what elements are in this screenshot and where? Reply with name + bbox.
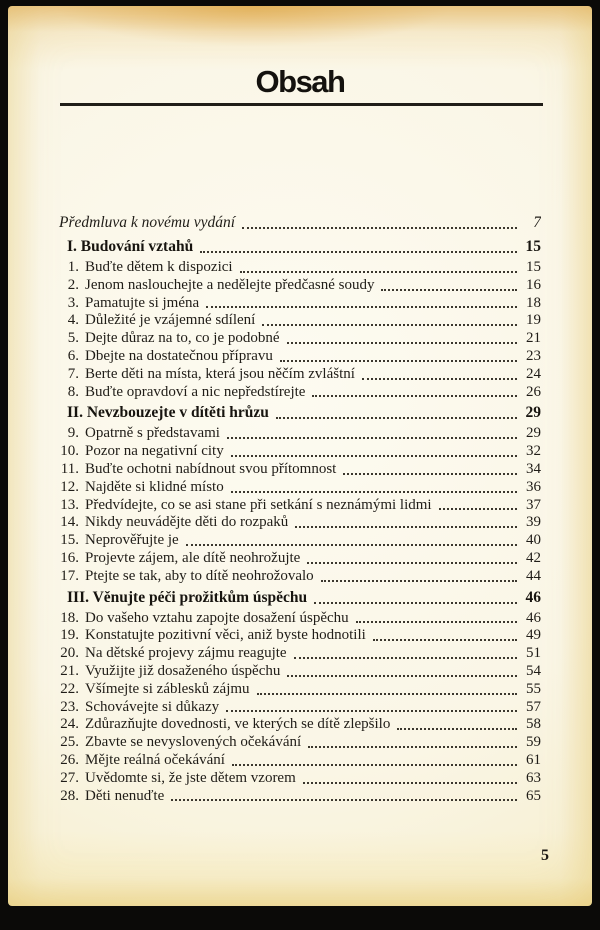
entry-label: Berte děti na místa, která jsou něčím zvláštní: [85, 365, 355, 382]
dot-leader: [397, 728, 517, 730]
entry-number: 28.: [60, 787, 79, 804]
entry-page: 51: [526, 645, 541, 662]
page-number: 5: [541, 847, 549, 864]
entry-label: Dejte důraz na to, co je podobné: [85, 330, 280, 347]
entry-label: Buďte opravdoví a nic nepředstírejte: [85, 383, 306, 400]
entry-label: Zdůrazňujte dovednosti, ve kterých se dítě zlepšilo: [85, 716, 391, 733]
entry-label: Uvědomte si, že jste dětem vzorem: [85, 769, 296, 786]
dot-leader: [303, 782, 517, 784]
toc-entry: [57, 681, 541, 699]
entry-page: 29: [525, 404, 541, 422]
entry-label: Děti nenuďte: [85, 787, 165, 804]
entry-number: 27.: [60, 769, 79, 786]
entry-page: 37: [526, 496, 541, 513]
dot-leader: [362, 378, 517, 380]
toc-entry: [57, 514, 541, 532]
entry-page: 46: [525, 588, 541, 606]
entry-number: 20.: [60, 645, 79, 662]
entry-page: 59: [526, 734, 541, 751]
entry-page: 44: [526, 567, 541, 584]
toc-entry: [57, 366, 541, 384]
entry-page: 39: [526, 514, 541, 531]
entry-page: 49: [526, 627, 541, 644]
toc-entry: [57, 588, 541, 608]
toc-entry: [57, 663, 541, 681]
dot-leader: [439, 508, 517, 510]
entry-page: 55: [526, 680, 541, 697]
dot-leader: [262, 324, 517, 326]
toc-entry: [57, 497, 541, 515]
entry-label: Konstatujte pozitivní věci, aniž byste hodnotili: [85, 627, 366, 644]
entry-label: Buďte ochotni nabídnout svou přítomnost: [85, 460, 337, 477]
entry-number: 6.: [67, 347, 79, 364]
entry-page: 54: [526, 662, 541, 679]
entry-page: 61: [526, 751, 541, 768]
entry-number: 16.: [60, 549, 79, 566]
entry-number: 19.: [60, 627, 79, 644]
entry-label: Zbavte se nevyslovených očekávání: [85, 734, 302, 751]
entry-label: Opatrně s představami: [85, 425, 220, 442]
entry-page: 15: [526, 259, 541, 275]
dot-leader: [314, 602, 517, 604]
entry-page: 65: [526, 787, 541, 804]
entry-number: 18.: [60, 609, 79, 626]
dot-leader: [276, 417, 517, 419]
entry-number: 7.: [67, 365, 79, 382]
entry-label: Ptejte se tak, aby to dítě neohrožovalo: [85, 567, 314, 584]
entry-label: Projevte zájem, ale dítě neohrožujte: [85, 549, 301, 566]
entry-page: 19: [526, 312, 541, 329]
dot-leader: [186, 544, 517, 546]
dot-leader: [206, 306, 517, 308]
entry-page: 7: [533, 214, 541, 231]
entry-page: 58: [526, 716, 541, 733]
dot-leader: [240, 271, 517, 273]
entry-number: 15.: [60, 532, 79, 549]
entry-number: 10.: [60, 443, 79, 460]
dot-leader: [257, 693, 517, 695]
entry-page: 15: [525, 238, 541, 255]
dot-leader: [227, 437, 517, 439]
entry-label: Nikdy neuvádějte děti do rozpaků: [85, 514, 289, 531]
entry-page: 29: [526, 425, 541, 442]
entry-page: 34: [526, 460, 541, 477]
entry-page: 57: [526, 698, 541, 715]
entry-page: 40: [526, 532, 541, 549]
entry-number: 17.: [60, 567, 79, 584]
dot-leader: [308, 746, 517, 748]
entry-label: III. Věnujte péči prožitkům úspěchu: [67, 588, 308, 606]
entry-page: 16: [526, 276, 541, 293]
entry-page: 42: [526, 549, 541, 566]
dot-leader: [231, 491, 517, 493]
toc-entry: [57, 532, 541, 550]
entry-label: Jenom naslouchejte a nedělejte předčasné soudy: [85, 276, 375, 293]
entry-number: 11.: [60, 460, 79, 477]
entry-label: Dbejte na dostatečnou přípravu: [85, 347, 273, 364]
toc-entry: [57, 770, 541, 788]
dot-leader: [287, 675, 517, 677]
toc-entry: [57, 788, 541, 806]
entry-label: Pamatujte si jména: [85, 294, 200, 311]
dot-leader: [280, 360, 517, 362]
entry-label: II. Nevzbouzejte v dítěti hrůzu: [67, 404, 269, 422]
dot-leader: [373, 639, 517, 641]
entry-number: 3.: [67, 294, 79, 311]
toc-entry: [57, 348, 541, 366]
dot-leader: [381, 289, 517, 291]
entry-page: 18: [526, 294, 541, 311]
toc-entry: [57, 213, 541, 233]
toc-entry: [57, 277, 541, 295]
toc-entry: [57, 699, 541, 717]
entry-label: Předmluva k novému vydání: [59, 214, 236, 231]
entry-label: Na dětské projevy zájmu reagujte: [85, 645, 287, 662]
toc-entry: [57, 443, 541, 461]
entry-label: Najděte si klidné místo: [85, 478, 224, 495]
dot-leader: [343, 473, 517, 475]
entry-page: 21: [526, 330, 541, 347]
entry-number: 2.: [67, 276, 79, 293]
entry-number: 25.: [60, 734, 79, 751]
dot-leader: [242, 227, 517, 229]
book-page: [8, 6, 592, 906]
dot-leader: [295, 526, 517, 528]
dot-leader: [321, 580, 517, 582]
dot-leader: [171, 799, 517, 801]
entry-page: 36: [526, 478, 541, 495]
dot-leader: [287, 342, 517, 344]
toc-entry: [57, 461, 541, 479]
dot-leader: [231, 455, 517, 457]
entry-label: Buďte dětem k dispozici: [85, 259, 233, 275]
entry-label: Neprověřujte je: [85, 532, 179, 549]
entry-number: 23.: [60, 698, 79, 715]
toc-entry: [57, 716, 541, 734]
toc-entry: [57, 312, 541, 330]
entry-page: 32: [526, 443, 541, 460]
entry-number: 22.: [60, 680, 79, 697]
toc-entry: [57, 403, 541, 423]
entry-page: 26: [526, 383, 541, 400]
dot-leader: [232, 764, 517, 766]
entry-label: Všímejte si záblesků zájmu: [85, 680, 250, 697]
dot-leader: [294, 657, 517, 659]
dot-leader: [200, 251, 517, 253]
toc-entry: [57, 645, 541, 663]
title-rule: [60, 103, 543, 106]
toc-entry: [57, 610, 541, 628]
entry-number: 12.: [60, 478, 79, 495]
toc-entry: [57, 752, 541, 770]
entry-label: Využijte již dosaženého úspěchu: [85, 662, 281, 679]
entry-page: 23: [526, 347, 541, 364]
table-of-contents: [57, 213, 541, 805]
entry-label: Pozor na negativní city: [85, 443, 224, 460]
entry-number: 8.: [67, 383, 79, 400]
entry-number: 9.: [67, 425, 79, 442]
entry-page: 24: [526, 365, 541, 382]
entry-label: Předvídejte, co se asi stane při setkání s neznámými lidmi: [85, 496, 432, 513]
entry-page: 46: [526, 609, 541, 626]
entry-number: 14.: [60, 514, 79, 531]
toc-entry: [57, 237, 541, 257]
dot-leader: [312, 395, 517, 397]
entry-label: I. Budování vztahů: [67, 238, 194, 255]
entry-label: Důležité je vzájemné sdílení: [85, 312, 256, 329]
entry-label: Do vašeho vztahu zapojte dosažení úspěchu: [85, 609, 349, 626]
toc-entry: [57, 479, 541, 497]
toc-entry: [57, 295, 541, 313]
toc-entry: [57, 568, 541, 586]
dot-leader: [307, 562, 517, 564]
entry-number: 1.: [67, 259, 79, 275]
toc-entry: [57, 384, 541, 402]
entry-number: 24.: [60, 716, 79, 733]
entry-number: 13.: [60, 496, 79, 513]
entry-number: 4.: [67, 312, 79, 329]
toc-entry: [57, 259, 541, 277]
entry-number: 21.: [60, 662, 79, 679]
entry-number: 26.: [60, 751, 79, 768]
toc-entry: [57, 330, 541, 348]
dot-leader: [356, 621, 517, 623]
toc-entry: [57, 550, 541, 568]
entry-label: Mějte reálná očekávání: [85, 751, 225, 768]
toc-entry: [57, 425, 541, 443]
toc-entry: [57, 734, 541, 752]
dot-leader: [226, 710, 517, 712]
entry-label: Schovávejte si důkazy: [85, 698, 220, 715]
entry-number: 5.: [67, 330, 79, 347]
entry-page: 63: [526, 769, 541, 786]
toc-entry: [57, 627, 541, 645]
page-title: Obsah: [255, 64, 345, 99]
